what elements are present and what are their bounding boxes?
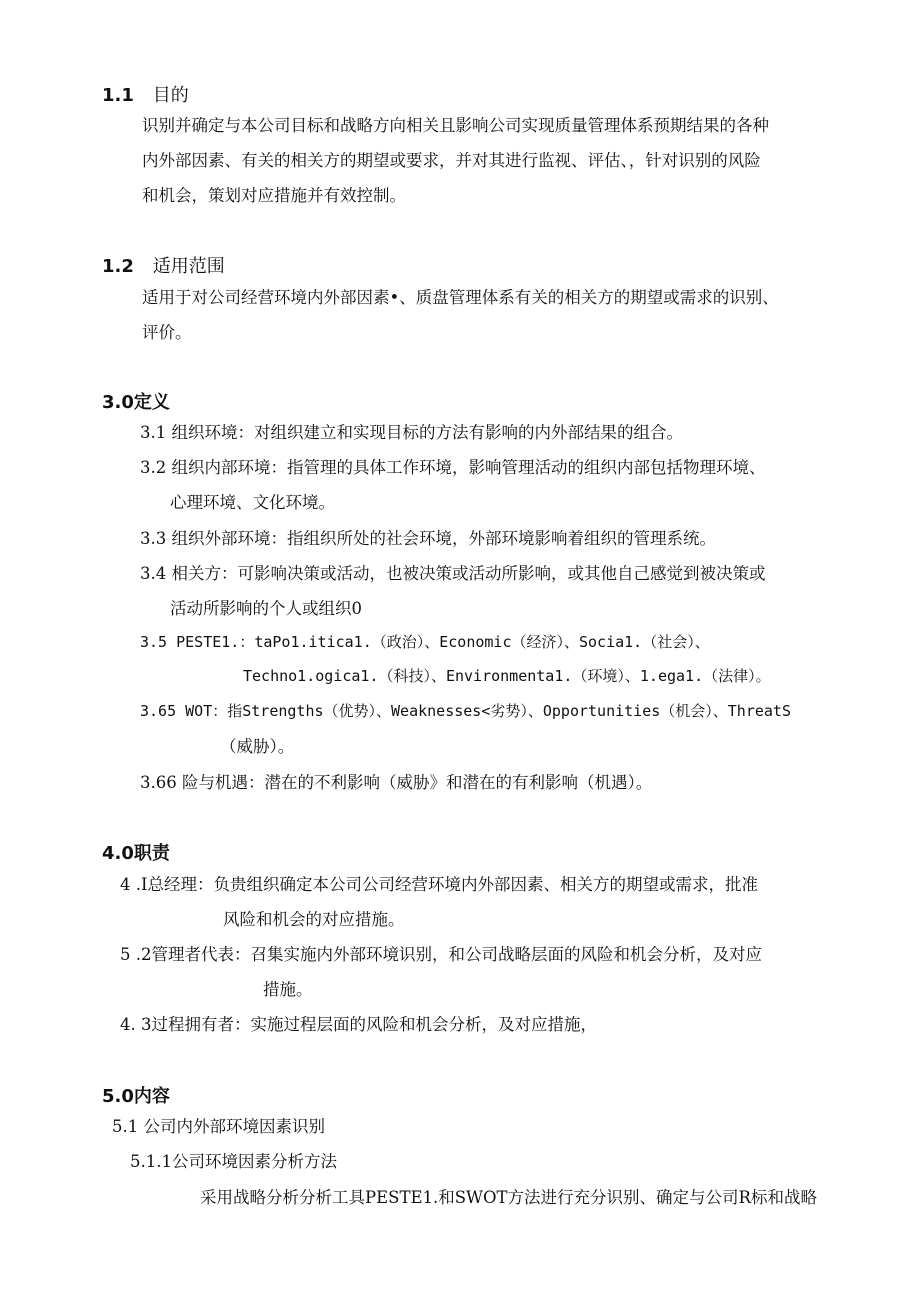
subsubsection-heading: 5.1.1公司环境因素分析方法 — [130, 1152, 337, 1171]
definition-item: 3.65 WOT：指Strengths（优势）、Weaknesses<劣势）、Opportunities（机会）、ThreatS — [140, 702, 791, 720]
definition-item: 3.3 组织外部环境：指组织所处的社会环境，外部环境影响着组织的管理系统。 — [140, 529, 716, 548]
section-heading-scope — [102, 252, 225, 278]
definition-item: 3.2 组织内部环境：指管理的具体工作环境，影响管理活动的组织内部包括物理环境、 — [140, 458, 766, 477]
definition-item: 3.1 组织环境：对组织建立和实现目标的方法有影响的内外部结果的组合。 — [140, 423, 683, 442]
scope-line-2: 评价。 — [142, 323, 192, 342]
content-paragraph-line: 采用战略分析分析工具PESTE1.和SWOT方法进行充分识别、确定与公司R标和战略 — [200, 1188, 817, 1207]
definition-item: 3.66 险与机遇：潜在的不利影响（威胁》和潜在的有利影响（机遇）。 — [140, 773, 653, 792]
section-heading-definitions: 3.0定义 — [102, 392, 170, 413]
section-heading-responsibilities: 4.0职责 — [102, 843, 170, 864]
section-heading-purpose — [102, 81, 189, 107]
purpose-line-2: 内外部因素、有关的相关方的期望或要求，并对其进行监视、评估、，针对识别的风险 — [142, 151, 761, 170]
purpose-line-3: 和机会，策划对应措施并有效控制。 — [142, 186, 406, 205]
section-heading-content: 5.0内容 — [102, 1086, 170, 1107]
section-title: 适用范围 — [152, 256, 225, 277]
section-title: 目的 — [152, 85, 189, 106]
definition-item: 3.4 相关方：可影响决策或活动，也被决策或活动所影响，或其他自己感觉到被决策或 — [140, 564, 766, 583]
section-number: 1.2 — [102, 256, 134, 277]
responsibility-item: 5 .2管理者代表：召集实施内外部环境识别，和公司战略层面的风险和机会分析，及对应 — [120, 945, 762, 964]
responsibility-item-cont: 风险和机会的对应措施。 — [223, 910, 405, 929]
scope-line-1: 适用于对公司经营环境内外部因素•、质盘管理体系有关的相关方的期望或需求的识别、 — [142, 288, 779, 307]
definition-item: 3.5 PESTE1.：taPo1.itica1.（政治）、Economic（经济）、Socia1.（社会）、 — [140, 633, 710, 651]
definition-item-cont: 活动所影响的个人或组织0 — [170, 599, 362, 618]
section-number: 1.1 — [102, 85, 134, 106]
definition-item-cont: 心理环境、文化环境。 — [170, 493, 335, 512]
subsection-heading: 5.1 公司内外部环境因素识别 — [112, 1117, 325, 1136]
responsibility-item-cont: 措施。 — [263, 980, 313, 999]
responsibility-item: 4. 3过程拥有者：实施过程层面的风险和机会分析，及对应措施， — [120, 1015, 597, 1034]
responsibility-item: 4 .I总经理：负贵组织确定本公司公司经营环境内外部因素、相关方的期望或需求，批准 — [120, 875, 759, 894]
definition-item-cont: （威胁）。 — [220, 737, 295, 756]
definition-item-cont: Techno1.ogica1.（科技）、Environmenta1.（环境）、1.ega1.（法律）。 — [243, 667, 771, 685]
purpose-line-1: 识别并确定与本公司目标和战略方向相关且影响公司实现质量管理体系预期结果的各种 — [142, 116, 769, 135]
